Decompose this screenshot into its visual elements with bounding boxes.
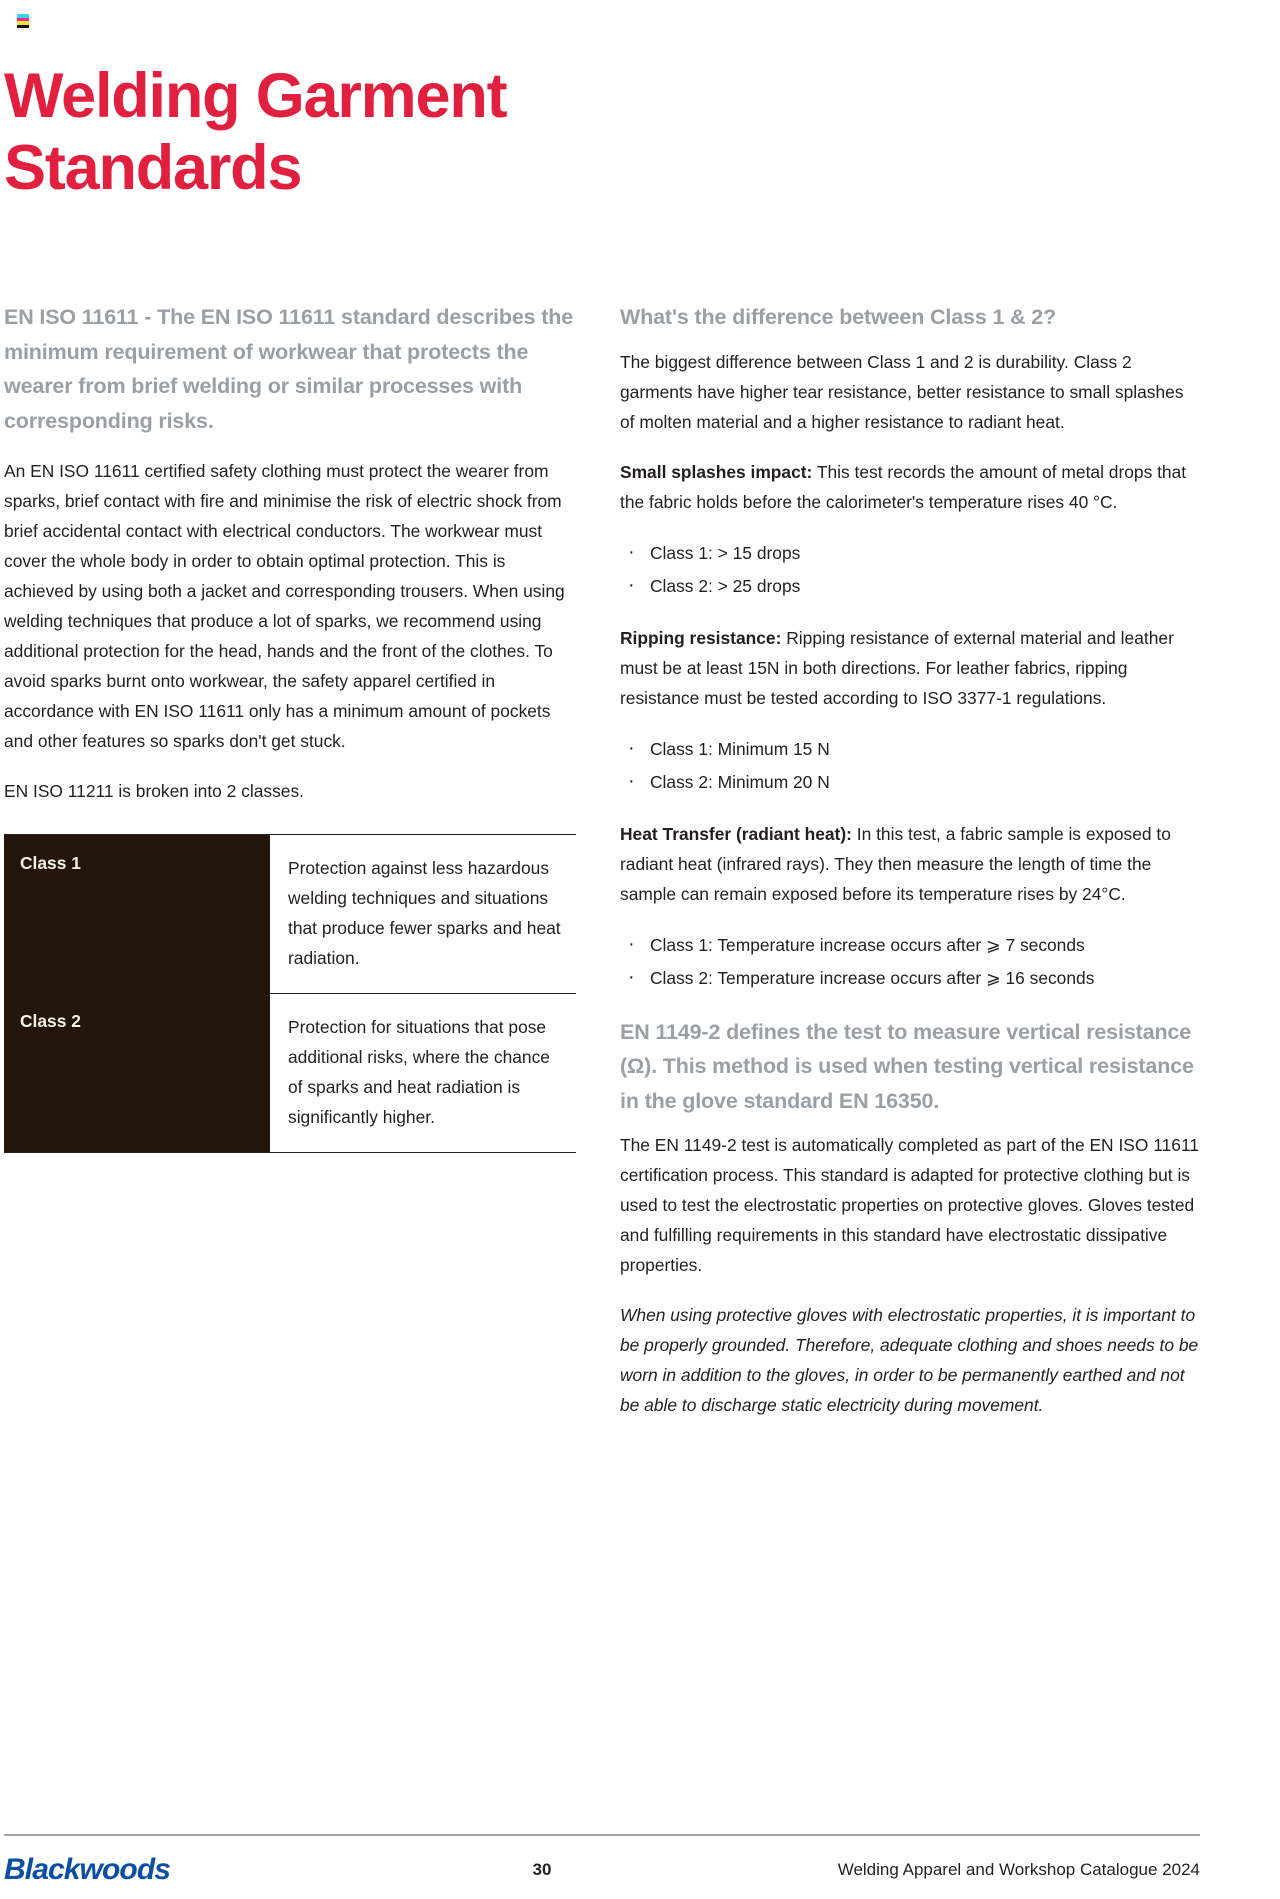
class-label-cell: Class 1 <box>4 835 270 993</box>
italic-note: When using protective gloves with electrostatic properties, it is important to be properly grounded. Therefore, adequate clothing and shoes needs to be worn in addition to the gloves, in order to be permanently earthed and not be able to discharge static electricity during movement. <box>620 1305 1199 1415</box>
ripping-resistance-paragraph <box>620 623 1200 713</box>
footer-divider <box>4 1834 1200 1836</box>
table-row <box>4 835 576 993</box>
class-description-cell: Protection for situations that pose additional risks, where the chance of sparks and heat radiation is significantly higher. <box>270 993 576 1152</box>
class-description-cell: Protection against less hazardous welding techniques and situations that produce fewer sparks and heat radiation. <box>288 858 561 968</box>
cmyk-colorbar-icon <box>17 14 29 28</box>
heat-transfer-paragraph <box>620 819 1200 909</box>
ripping-resistance-label: Ripping resistance: <box>620 627 782 648</box>
small-splashes-label: Small splashes impact: <box>620 461 813 482</box>
heat-transfer-text: In this test, a fabric sample is exposed to radiant heat (infrared rays). They then measure the length of time the sample can remain exposed before its temperature rises by 24°C. <box>620 823 1171 904</box>
list-item: · Class 1: Temperature increase occurs after ⩾ 7 seconds <box>620 929 1200 962</box>
left-lead-heading: EN ISO 11611 - The EN ISO 11611 standard describes the minimum requirement of workwear that protects the wearer from brief welding or similar processes with corresponding risks. <box>4 305 574 433</box>
catalogue-name: Welding Apparel and Workshop Catalogue 2024 <box>837 1860 1200 1879</box>
right-paragraph-2: The EN 1149-2 test is automatically completed as part of the EN ISO 11611 certification process. This standard is adapted for protective clothing but is used to test the electrostatic properties on protective gloves. Gloves tested and fulfilling requirements in this standard have electrostatic dissipative properties. <box>620 1135 1200 1275</box>
heat-transfer-label: Heat Transfer (radiant heat): <box>620 823 852 844</box>
small-splashes-text: This test records the amount of metal drops that the fabric holds before the calorimeter's temperature rises 40 °C. <box>620 461 1187 512</box>
list-item: · Class 1: Minimum 15 N <box>620 733 1200 766</box>
right-heading-1: What's the difference between Class 1 & 2? <box>620 305 1057 329</box>
right-column <box>620 300 1200 1440</box>
left-paragraph-1: An EN ISO 11611 certified safety clothing must protect the wearer from sparks, brief contact with fire and minimise the risk of electric shock from brief accidental contact with electrical conductors. The workwear must cover the whole body in order to obtain optimal protection. This is achieved by using both a jacket and corresponding trousers. When using welding techniques that produce a lot of sparks, we recommend using additional protection for the head, hands and the front of the clothes. To avoid sparks burnt onto workwear, the safety apparel certified in accordance with EN ISO 11611 only has a minimum amount of pockets and other features so sparks don't get stuck. <box>4 461 565 751</box>
content-columns <box>4 300 1200 1440</box>
list-item: · Class 2: Temperature increase occurs after ⩾ 16 seconds <box>620 962 1200 995</box>
ripping-resistance-text: Ripping resistance of external material and leather must be at least 15N in both directions. For leather fabrics, ripping resistance must be tested according to ISO 3377-1 regulations. <box>620 627 1174 708</box>
list-item: · Class 1: > 15 drops <box>620 537 1200 570</box>
class-label-cell: Class 2 <box>4 993 270 1152</box>
left-paragraph-2: EN ISO 11211 is broken into 2 classes. <box>4 781 304 801</box>
right-paragraph-1: The biggest difference between Class 1 and 2 is durability. Class 2 garments have higher tear resistance, better resistance to small splashes of molten material and a higher resistance to radiant heat. <box>620 351 1184 432</box>
blackwoods-logo: Blackwoods <box>4 1853 171 1886</box>
small-splashes-bullets <box>620 537 1200 603</box>
class-comparison-table <box>4 834 576 1153</box>
list-item: · Class 2: Minimum 20 N <box>620 766 1200 799</box>
left-column <box>4 300 576 1440</box>
page-title: Welding Garment Standards <box>4 61 507 203</box>
list-item: · Class 2: > 25 drops <box>620 570 1200 603</box>
small-splashes-paragraph <box>620 457 1200 517</box>
ripping-resistance-bullets <box>620 733 1200 799</box>
heat-transfer-bullets <box>620 929 1200 995</box>
page-footer <box>4 1848 1200 1892</box>
right-heading-2: EN 1149-2 defines the test to measure vertical resistance (Ω). This method is used when testing vertical resistance in the glove standard EN 16350. <box>620 1019 1194 1113</box>
page-number: 30 <box>532 1860 552 1879</box>
table-row <box>4 993 576 1152</box>
